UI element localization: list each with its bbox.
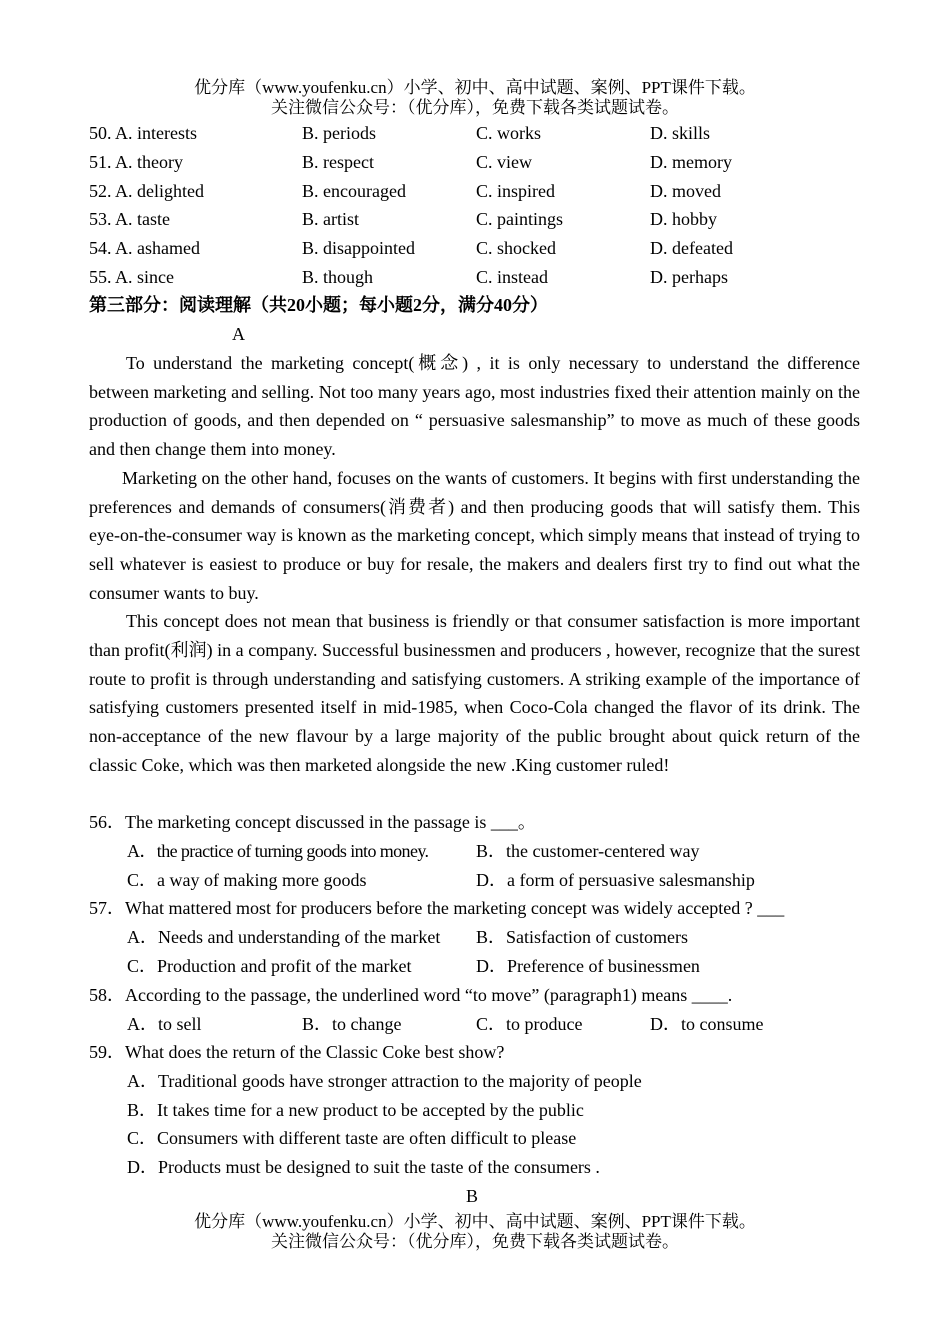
option-c: C. paintings bbox=[476, 209, 564, 229]
question-58-option-a: A．to sell bbox=[127, 1014, 202, 1034]
option-b: B. though bbox=[302, 267, 374, 287]
question-56-stem: 56．The marketing concept discussed in the passage is ___。 bbox=[89, 812, 536, 832]
option-c: C. view bbox=[476, 152, 532, 172]
question-58-stem: 58．According to the passage, the underlined word “to move” (paragraph1) means ____. bbox=[89, 985, 733, 1005]
footer-line-1: 优分库（www.youfenku.cn）小学、初中、高中试题、案例、PPT课件下载。 bbox=[194, 1212, 756, 1231]
passage-paragraph-1: To understand the marketing concept(概念) , it is only necessary to understand the difference between marketing and selling. Not too many years ago, most industries fixed their attention mainly on the production of goods, and then depended on “ persuasive salesmanship” to move as much of these goods and then change them into money. bbox=[89, 353, 860, 460]
question-59-option-a: A．Traditional goods have stronger attraction to the majority of people bbox=[127, 1071, 642, 1091]
passage-paragraph-3: This concept does not mean that business is friendly or that consumer satisfaction is more important than profit(利润) in a company. Successful businessmen and producers , however, recognize that the surest route to profit is through understanding and satisfying customers. A striking example of the importance of satisfying customers presented itself in mid-1985, when Coco-Cola changed the flavor of its drink. The non-acceptance of the new flavour by a large majority of the public brought about quick return of the classic Coke, which was then marketed alongside the new .King customer ruled! bbox=[89, 611, 860, 775]
question-58-option-d: D．to consume bbox=[650, 1014, 764, 1034]
option-d: D. skills bbox=[650, 123, 711, 143]
option-b: B. encouraged bbox=[302, 181, 406, 201]
section-title: 第三部分：阅读理解（共20小题；每小题2分，满分40分） bbox=[89, 295, 548, 315]
question-57-option-b: B．Satisfaction of customers bbox=[476, 927, 688, 947]
question-57-option-c: C．Production and profit of the market bbox=[127, 956, 412, 976]
option-b: B. disappointed bbox=[302, 238, 415, 258]
header-line-1: 优分库（www.youfenku.cn）小学、初中、高中试题、案例、PPT课件下载。 bbox=[194, 78, 756, 97]
passage-b-letter: B bbox=[466, 1186, 479, 1206]
question-56-option-b: B．the customer-centered way bbox=[476, 841, 700, 861]
option-a: 52. A. delighted bbox=[89, 181, 204, 201]
option-d: D. defeated bbox=[650, 238, 733, 258]
question-56-option-d: D．a form of persuasive salesmanship bbox=[476, 870, 755, 890]
question-57-stem: 57．What mattered most for producers before the marketing concept was widely accepted ? ___ bbox=[89, 898, 785, 918]
question-59-option-b: B．It takes time for a new product to be accepted by the public bbox=[127, 1100, 584, 1120]
option-a: 51. A. theory bbox=[89, 152, 183, 172]
question-58-option-c: C．to produce bbox=[476, 1014, 583, 1034]
option-a: 55. A. since bbox=[89, 267, 174, 287]
question-57-option-a: A．Needs and understanding of the market bbox=[127, 927, 441, 947]
passage-paragraph-2: Marketing on the other hand, focuses on the wants of customers. It begins with first understanding the preferences and demands of consumers(消费者) and then producing goods that will satisfy them. This eye-on-the-consumer way is known as the marketing concept, which simply means that instead of trying to sell whatever is easiest to produce or buy for resale, the makers and dealers first try to find out what the consumer wants to buy. bbox=[89, 467, 860, 603]
question-56-option-c: C．a way of making more goods bbox=[127, 870, 367, 890]
question-59-option-c: C．Consumers with different taste are often difficult to please bbox=[127, 1128, 577, 1148]
option-d: D. memory bbox=[650, 152, 732, 172]
question-59-option-d: D．Products must be designed to suit the taste of the consumers . bbox=[127, 1157, 600, 1177]
option-b: B. artist bbox=[302, 209, 359, 229]
option-a: 53. A. taste bbox=[89, 209, 170, 229]
option-b: B. periods bbox=[302, 123, 376, 143]
option-a: 50. A. interests bbox=[89, 123, 197, 143]
question-56-option-a: A．the practice of turning goods into money. bbox=[127, 841, 429, 861]
question-57-option-d: D．Preference of businessmen bbox=[476, 956, 700, 976]
option-c: C. works bbox=[476, 123, 542, 143]
question-59-stem: 59．What does the return of the Classic Coke best show? bbox=[89, 1042, 505, 1062]
option-c: C. instead bbox=[476, 267, 548, 287]
passage-a bbox=[89, 349, 860, 780]
option-c: C. inspired bbox=[476, 181, 555, 201]
passage-a-letter: A bbox=[232, 324, 245, 344]
option-d: D. moved bbox=[650, 181, 721, 201]
option-a: 54. A. ashamed bbox=[89, 238, 200, 258]
option-d: D. perhaps bbox=[650, 267, 728, 287]
option-b: B. respect bbox=[302, 152, 374, 172]
option-c: C. shocked bbox=[476, 238, 556, 258]
header-line-2: 关注微信公众号：（优分库），免费下载各类试题试卷。 bbox=[271, 98, 679, 117]
option-d: D. hobby bbox=[650, 209, 717, 229]
question-58-option-b: B．to change bbox=[302, 1014, 402, 1034]
footer-line-2: 关注微信公众号：（优分库），免费下载各类试题试卷。 bbox=[271, 1232, 679, 1251]
